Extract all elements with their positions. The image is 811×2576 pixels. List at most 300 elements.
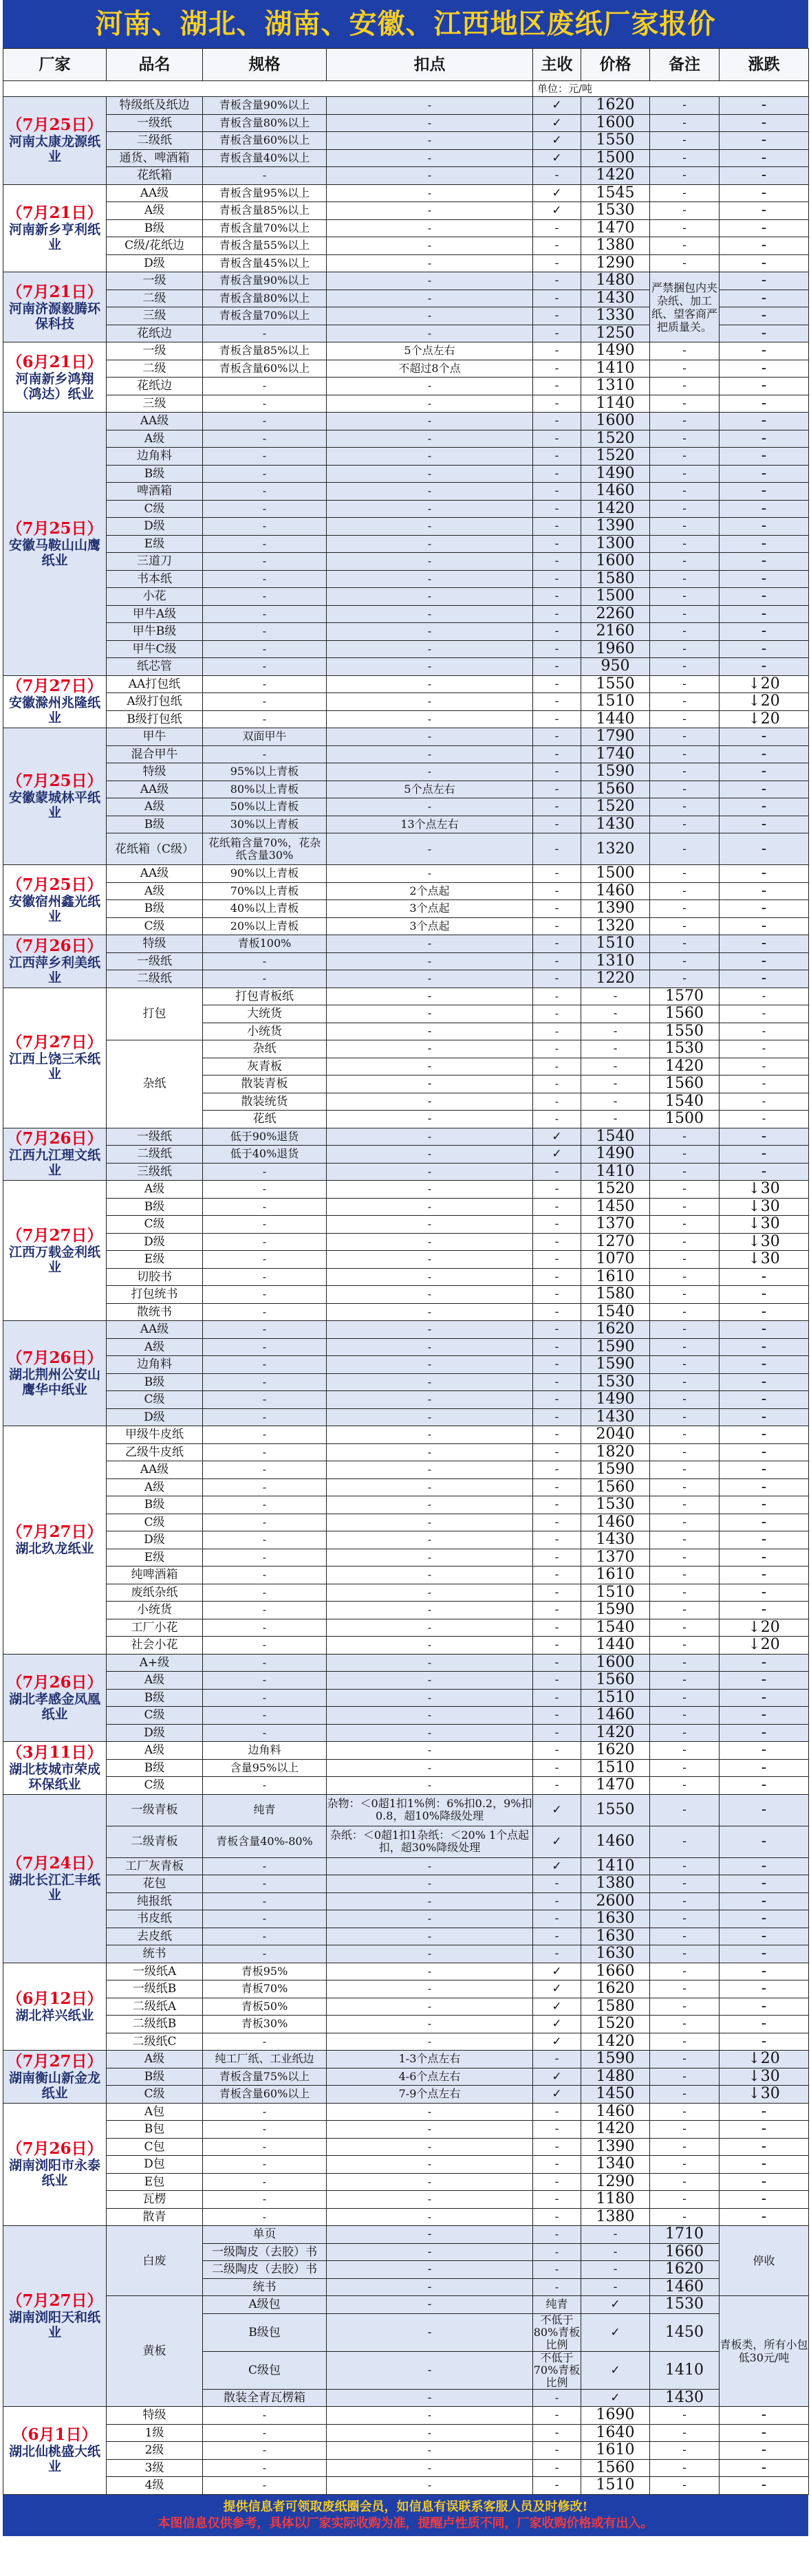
change-cell: - bbox=[720, 483, 809, 501]
factory-date: （7月24日） bbox=[6, 1853, 103, 1873]
main-cell: ✓ bbox=[533, 149, 581, 167]
product-cell: A级 bbox=[107, 1478, 203, 1496]
price-cell: 1430 bbox=[581, 1531, 650, 1549]
deduction-cell: - bbox=[327, 1286, 533, 1304]
price-cell: 1540 bbox=[581, 1303, 650, 1321]
factory-date: （7月27日） bbox=[6, 677, 103, 696]
price-cell: 1560 bbox=[581, 2459, 650, 2477]
price-cell: 1530 bbox=[650, 1040, 720, 1058]
price-cell: 1290 bbox=[581, 2173, 650, 2191]
table-row bbox=[3, 167, 809, 185]
spec-cell: - bbox=[203, 2477, 327, 2495]
table-row bbox=[3, 1128, 809, 1146]
spec-cell: 青板95% bbox=[203, 1963, 327, 1980]
main-cell: - bbox=[533, 2208, 581, 2226]
factory-cell bbox=[3, 728, 107, 865]
deduction-cell: 杂物：＜0超1扣1%例：6%扣0.2，9%扣0.8，超10%降级处理 bbox=[327, 1794, 533, 1826]
change-cell: - bbox=[720, 1963, 809, 1980]
change-cell: - bbox=[720, 2033, 809, 2051]
main-cell: - bbox=[533, 254, 581, 272]
remark-cell: - bbox=[650, 675, 720, 693]
table-row bbox=[3, 1910, 809, 1928]
spec-cell: - bbox=[203, 1461, 327, 1479]
change-cell: - bbox=[720, 1689, 809, 1707]
deduction-cell: 不超过8个点 bbox=[327, 360, 533, 378]
main-cell: - bbox=[533, 465, 581, 483]
main-cell: - bbox=[533, 2191, 581, 2209]
product-cell: D级 bbox=[107, 1408, 203, 1426]
spec-cell: - bbox=[203, 483, 327, 501]
price-sheet bbox=[3, 0, 808, 2536]
product-cell: A级 bbox=[107, 882, 203, 900]
spec-cell: - bbox=[203, 1531, 327, 1549]
change-cell: - bbox=[720, 413, 809, 430]
remark-cell: - bbox=[650, 132, 720, 150]
remark-cell: - bbox=[650, 1251, 720, 1269]
deduction-cell: - bbox=[327, 1251, 533, 1269]
main-cell: - bbox=[533, 658, 581, 676]
change-cell: - bbox=[720, 184, 809, 202]
price-cell: 1490 bbox=[581, 1391, 650, 1409]
spec-cell: 青板50% bbox=[203, 1998, 327, 2016]
change-cell: - bbox=[720, 1338, 809, 1356]
table-row bbox=[3, 1928, 809, 1945]
product-cell: C级 bbox=[107, 917, 203, 935]
price-cell: 1620 bbox=[581, 97, 650, 115]
factory-cell bbox=[3, 413, 107, 676]
remark-cell: - bbox=[650, 1461, 720, 1479]
price-cell: 1710 bbox=[650, 2226, 720, 2244]
table-row bbox=[3, 395, 809, 413]
spec-cell: - bbox=[327, 2389, 533, 2407]
main-cell: - bbox=[533, 290, 581, 307]
deduction-cell: - bbox=[327, 798, 533, 816]
change-cell: - bbox=[720, 2016, 809, 2033]
change-cell: - bbox=[720, 1426, 809, 1444]
main-cell: ✓ bbox=[533, 1963, 581, 1980]
deduction-cell: - bbox=[327, 1742, 533, 1760]
remark-cell: - bbox=[650, 1759, 720, 1777]
main-cell: - bbox=[533, 781, 581, 798]
group-cell: 杂纸 bbox=[107, 1040, 203, 1128]
main-cell: - bbox=[533, 1216, 581, 1234]
price-cell: 1450 bbox=[650, 2313, 720, 2351]
remark-cell: - bbox=[650, 1408, 720, 1426]
product-cell: A级 bbox=[107, 1672, 203, 1690]
deduction-cell: - bbox=[327, 97, 533, 115]
deduction-cell: - bbox=[327, 290, 533, 307]
header-deduction: 扣点 bbox=[327, 49, 533, 81]
product-cell: 花纸边 bbox=[107, 378, 203, 395]
factory-cell bbox=[3, 1321, 107, 1426]
table-row bbox=[3, 518, 809, 536]
deduction-cell: - bbox=[327, 500, 533, 518]
deduction-cell: - bbox=[327, 693, 533, 711]
price-cell: 1740 bbox=[581, 745, 650, 763]
price-cell: 1460 bbox=[581, 2103, 650, 2121]
product-cell: 三级纸 bbox=[107, 1163, 203, 1181]
product-cell: A级包 bbox=[203, 2296, 327, 2314]
spec-cell: - bbox=[327, 1111, 533, 1128]
spec-cell: - bbox=[203, 693, 327, 711]
price-cell: 2600 bbox=[581, 1892, 650, 1910]
spec-cell: 20%以上青板 bbox=[203, 917, 327, 935]
spec-cell: - bbox=[327, 1040, 533, 1058]
product-cell: D级 bbox=[107, 1724, 203, 1742]
product-cell: C级/花纸边 bbox=[107, 237, 203, 255]
product-cell: 散青 bbox=[107, 2208, 203, 2226]
deduction-cell: - bbox=[327, 1602, 533, 1619]
price-cell: 1140 bbox=[581, 395, 650, 413]
main-cell: ✓ bbox=[533, 2068, 581, 2086]
deduction-cell: - bbox=[327, 2208, 533, 2226]
table-row bbox=[3, 935, 809, 953]
deduction-cell: - bbox=[327, 1928, 533, 1945]
factory-date: （7月26日） bbox=[6, 1129, 103, 1148]
group-cell: 白废 bbox=[107, 2226, 203, 2296]
change-cell: - bbox=[720, 465, 809, 483]
price-cell: 1470 bbox=[581, 219, 650, 237]
table-row bbox=[3, 360, 809, 378]
deduction-cell: - bbox=[327, 2459, 533, 2477]
table-row bbox=[3, 97, 809, 115]
main-cell: - bbox=[533, 1408, 581, 1426]
price-cell: 1590 bbox=[581, 1338, 650, 1356]
main-cell: - bbox=[533, 1742, 581, 1760]
spec-cell: - bbox=[203, 2173, 327, 2191]
price-cell: 1660 bbox=[581, 1963, 650, 1980]
remark-cell: - bbox=[650, 1268, 720, 1286]
remark-cell: - bbox=[650, 2191, 720, 2209]
table-row bbox=[3, 987, 809, 1005]
header-remark: 备注 bbox=[650, 49, 720, 81]
price-cell: 1590 bbox=[581, 1461, 650, 1479]
main-cell: - bbox=[581, 1040, 650, 1058]
deduction-cell: - bbox=[327, 1724, 533, 1742]
product-cell: A级 bbox=[107, 430, 203, 448]
factory-cell bbox=[3, 935, 107, 988]
deduction-cell: - bbox=[327, 1373, 533, 1391]
table-row bbox=[3, 2068, 809, 2086]
table-row bbox=[3, 553, 809, 571]
table-row bbox=[3, 1216, 809, 1234]
product-cell: A级 bbox=[107, 2051, 203, 2069]
table-row bbox=[3, 1531, 809, 1549]
deduction-cell: - bbox=[327, 1892, 533, 1910]
spec-cell: - bbox=[203, 448, 327, 466]
spec-cell: - bbox=[203, 1251, 327, 1269]
change-cell: - bbox=[720, 553, 809, 571]
main-cell: - bbox=[533, 413, 581, 430]
price-cell: 1430 bbox=[581, 290, 650, 307]
remark-cell: - bbox=[650, 1654, 720, 1672]
price-cell: 1310 bbox=[581, 952, 650, 970]
main-cell: ✓ bbox=[581, 2389, 650, 2407]
spec-cell: - bbox=[327, 2226, 533, 2244]
factory-cell bbox=[3, 1181, 107, 1321]
remark-cell: - bbox=[650, 2051, 720, 2069]
table-row bbox=[3, 1496, 809, 1514]
factory-date: （7月27日） bbox=[6, 1522, 103, 1542]
change-cell: - bbox=[720, 2156, 809, 2174]
change-cell: - bbox=[720, 97, 809, 115]
spec-cell: - bbox=[203, 1233, 327, 1251]
main-cell: ✓ bbox=[581, 2351, 650, 2389]
factory-date: （7月27日） bbox=[6, 2291, 103, 2310]
deduction-cell: - bbox=[327, 1496, 533, 1514]
spec-cell: - bbox=[203, 1216, 327, 1234]
remark-cell: - bbox=[650, 1928, 720, 1945]
price-cell: 1550 bbox=[581, 1794, 650, 1826]
remark-cell: - bbox=[650, 816, 720, 833]
product-cell: B包 bbox=[107, 2121, 203, 2139]
deduction-cell: - bbox=[533, 2389, 581, 2407]
page-title: 河南、湖北、湖南、安徽、江西地区废纸厂家报价 bbox=[3, 0, 808, 48]
factory-name: 湖北玖龙纸业 bbox=[15, 1541, 94, 1557]
table-row bbox=[3, 2121, 809, 2139]
main-cell: - bbox=[533, 553, 581, 571]
change-cell: - bbox=[720, 1514, 809, 1531]
price-cell: 1560 bbox=[581, 1672, 650, 1690]
spec-cell: 青板含量80%以上 bbox=[203, 290, 327, 307]
deduction-cell: - bbox=[327, 728, 533, 746]
remark-cell: - bbox=[650, 1443, 720, 1461]
remark-cell: - bbox=[650, 1707, 720, 1725]
change-cell: - bbox=[720, 745, 809, 763]
deduction-cell: - bbox=[533, 987, 581, 1005]
price-cell: 1490 bbox=[581, 342, 650, 360]
product-cell: 杂纸 bbox=[203, 1040, 327, 1058]
remark-cell: - bbox=[650, 2103, 720, 2121]
spec-cell: - bbox=[203, 588, 327, 606]
price-cell: 1530 bbox=[650, 2296, 720, 2314]
remark-cell: - bbox=[650, 693, 720, 711]
factory-date: （7月26日） bbox=[6, 1349, 103, 1367]
product-cell: C包 bbox=[107, 2138, 203, 2156]
spec-cell: - bbox=[327, 2351, 533, 2389]
change-cell: - bbox=[720, 570, 809, 588]
remark-cell: - bbox=[650, 1478, 720, 1496]
price-cell: 1530 bbox=[581, 1373, 650, 1391]
product-cell: 花纸箱（C级） bbox=[107, 833, 203, 865]
product-cell: 2级 bbox=[107, 2442, 203, 2460]
factory-cell bbox=[3, 2103, 107, 2226]
spec-cell: - bbox=[203, 1514, 327, 1531]
spec-cell: - bbox=[203, 675, 327, 693]
price-cell: 1610 bbox=[581, 1567, 650, 1584]
product-cell: D级 bbox=[107, 1531, 203, 1549]
table-row bbox=[3, 132, 809, 150]
deduction-cell: - bbox=[327, 1198, 533, 1216]
deduction-cell: - bbox=[327, 1356, 533, 1374]
change-cell: ↓30 bbox=[720, 1233, 809, 1251]
deduction-cell: - bbox=[533, 1058, 581, 1076]
deduction-cell: - bbox=[533, 2261, 581, 2279]
table-row bbox=[3, 1181, 809, 1199]
main-cell: ✓ bbox=[533, 1826, 581, 1857]
change-cell: - bbox=[720, 272, 809, 290]
footer-line-1: 提供信息者可领取废纸圈会员，如信息有误联系客服人员及时修改! bbox=[223, 2499, 588, 2514]
table-row bbox=[3, 342, 809, 360]
deduction-cell: - bbox=[327, 763, 533, 781]
price-cell: 1540 bbox=[581, 1128, 650, 1146]
change-cell: - bbox=[720, 114, 809, 132]
spec-cell: - bbox=[203, 1875, 327, 1893]
change-cell: - bbox=[720, 1857, 809, 1875]
spec-cell: - bbox=[203, 378, 327, 395]
factory-name: 湖北枝城市荣成环保纸业 bbox=[8, 1761, 100, 1792]
main-cell: - bbox=[533, 2477, 581, 2495]
main-cell: - bbox=[581, 1023, 650, 1040]
remark-cell: - bbox=[650, 2424, 720, 2442]
price-cell: 1580 bbox=[581, 570, 650, 588]
price-cell: 1420 bbox=[581, 1724, 650, 1742]
product-cell: 纯啤酒箱 bbox=[107, 1567, 203, 1584]
remark-cell: - bbox=[650, 1777, 720, 1795]
remark-cell: - bbox=[650, 1689, 720, 1707]
product-cell: 特级 bbox=[107, 2407, 203, 2425]
change-cell: - bbox=[720, 219, 809, 237]
remark-cell: - bbox=[650, 2173, 720, 2191]
price-cell: 1520 bbox=[581, 1181, 650, 1199]
remark-cell: - bbox=[650, 1216, 720, 1234]
remark-cell: - bbox=[650, 97, 720, 115]
remark-cell: - bbox=[650, 1391, 720, 1409]
remark-cell: - bbox=[650, 1826, 720, 1857]
main-cell: - bbox=[533, 219, 581, 237]
price-cell: 2160 bbox=[581, 623, 650, 641]
header-change: 涨跌 bbox=[720, 49, 809, 81]
remark-cell: - bbox=[650, 658, 720, 676]
spec-cell: - bbox=[203, 325, 327, 342]
change-cell: - bbox=[720, 1724, 809, 1742]
product-cell: 一级纸 bbox=[107, 1128, 203, 1146]
price-cell: 1370 bbox=[581, 1216, 650, 1234]
main-cell: - bbox=[533, 1286, 581, 1304]
product-cell: D级 bbox=[107, 518, 203, 536]
price-cell: 1560 bbox=[581, 781, 650, 798]
price-cell: 1480 bbox=[581, 272, 650, 290]
spec-cell: 青板含量55%以上 bbox=[203, 237, 327, 255]
deduction-cell: - bbox=[327, 1514, 533, 1531]
table-row bbox=[3, 2138, 809, 2156]
change-cell: - bbox=[720, 500, 809, 518]
product-cell: C级 bbox=[107, 1514, 203, 1531]
remark-cell: - bbox=[650, 202, 720, 220]
table-row bbox=[3, 1759, 809, 1777]
factory-name: 安徽蒙城林平纸业 bbox=[8, 790, 100, 820]
unit-spacer bbox=[3, 81, 533, 97]
product-cell: 小花 bbox=[107, 588, 203, 606]
factory-date: （7月27日） bbox=[6, 1033, 103, 1051]
price-cell: 1380 bbox=[581, 2208, 650, 2226]
product-cell: B级 bbox=[107, 465, 203, 483]
price-cell: 1540 bbox=[581, 1619, 650, 1637]
table-row bbox=[3, 675, 809, 693]
remark-cell: - bbox=[650, 1496, 720, 1514]
remark-cell: - bbox=[650, 1163, 720, 1181]
table-row bbox=[3, 1998, 809, 2016]
price-cell: 1430 bbox=[650, 2389, 720, 2407]
deduction-cell: - bbox=[327, 1461, 533, 1479]
remark-cell: - bbox=[650, 570, 720, 588]
factory-date: （7月25日） bbox=[6, 772, 103, 790]
deduction-cell: - bbox=[327, 237, 533, 255]
table-row bbox=[3, 2442, 809, 2460]
factory-date: （7月25日） bbox=[6, 875, 103, 894]
change-cell: - bbox=[720, 1777, 809, 1795]
deduction-cell: - bbox=[327, 1584, 533, 1602]
price-cell: 1560 bbox=[650, 1005, 720, 1023]
price-cell: 1490 bbox=[581, 1146, 650, 1164]
spec-cell: 80%以上青板 bbox=[203, 781, 327, 798]
product-cell: C级 bbox=[107, 1707, 203, 1725]
price-cell: 1460 bbox=[581, 1826, 650, 1857]
main-cell: - bbox=[533, 1945, 581, 1963]
remark-cell: - bbox=[650, 1857, 720, 1875]
remark-cell: - bbox=[650, 1549, 720, 1567]
remark-cell: - bbox=[650, 900, 720, 918]
deduction-cell: - bbox=[327, 1128, 533, 1146]
factory-cell bbox=[3, 1128, 107, 1181]
deduction-cell: - bbox=[327, 1759, 533, 1777]
price-cell: 1590 bbox=[581, 763, 650, 781]
main-cell: - bbox=[533, 1637, 581, 1655]
main-cell: ✓ bbox=[581, 2313, 650, 2351]
main-cell: - bbox=[533, 710, 581, 728]
change-cell: - bbox=[720, 2442, 809, 2460]
change-cell: - bbox=[720, 1496, 809, 1514]
main-cell: - bbox=[533, 2173, 581, 2191]
price-cell: 1560 bbox=[650, 1076, 720, 1093]
product-cell: 小统货 bbox=[203, 1023, 327, 1040]
price-cell: 1620 bbox=[581, 1742, 650, 1760]
spec-cell: - bbox=[203, 1619, 327, 1637]
table-row bbox=[3, 882, 809, 900]
product-cell: B级 bbox=[107, 219, 203, 237]
change-cell: - bbox=[720, 728, 809, 746]
spec-cell: 花纸箱含量70%，花杂纸含量30% bbox=[203, 833, 327, 865]
product-cell: 甲牛C级 bbox=[107, 640, 203, 658]
main-cell: - bbox=[533, 798, 581, 816]
spec-cell: - bbox=[203, 710, 327, 728]
change-cell: - bbox=[720, 1759, 809, 1777]
spec-cell: 青板含量80%以上 bbox=[203, 114, 327, 132]
change-cell: - bbox=[720, 1910, 809, 1928]
deduction-cell: - bbox=[327, 1391, 533, 1409]
product-cell: 花包 bbox=[107, 1875, 203, 1893]
change-cell: - bbox=[720, 342, 809, 360]
table-row bbox=[3, 1426, 809, 1444]
spec-cell: 青板含量70%以上 bbox=[203, 219, 327, 237]
remark-cell: - bbox=[650, 865, 720, 883]
spec-cell: - bbox=[327, 2296, 533, 2314]
change-cell: - bbox=[720, 2208, 809, 2226]
deduction-cell: - bbox=[327, 2156, 533, 2174]
deduction-cell: - bbox=[533, 2226, 581, 2244]
main-cell: - bbox=[533, 1910, 581, 1928]
change-cell: ↓30 bbox=[720, 2086, 809, 2104]
table-row bbox=[3, 605, 809, 623]
deduction-cell: - bbox=[327, 1181, 533, 1199]
deduction-cell: - bbox=[327, 2121, 533, 2139]
change-cell: - bbox=[720, 763, 809, 781]
change-cell: - bbox=[720, 640, 809, 658]
table-row bbox=[3, 781, 809, 798]
factory-cell bbox=[3, 675, 107, 728]
spec-cell: - bbox=[203, 1286, 327, 1304]
table-row bbox=[3, 1478, 809, 1496]
